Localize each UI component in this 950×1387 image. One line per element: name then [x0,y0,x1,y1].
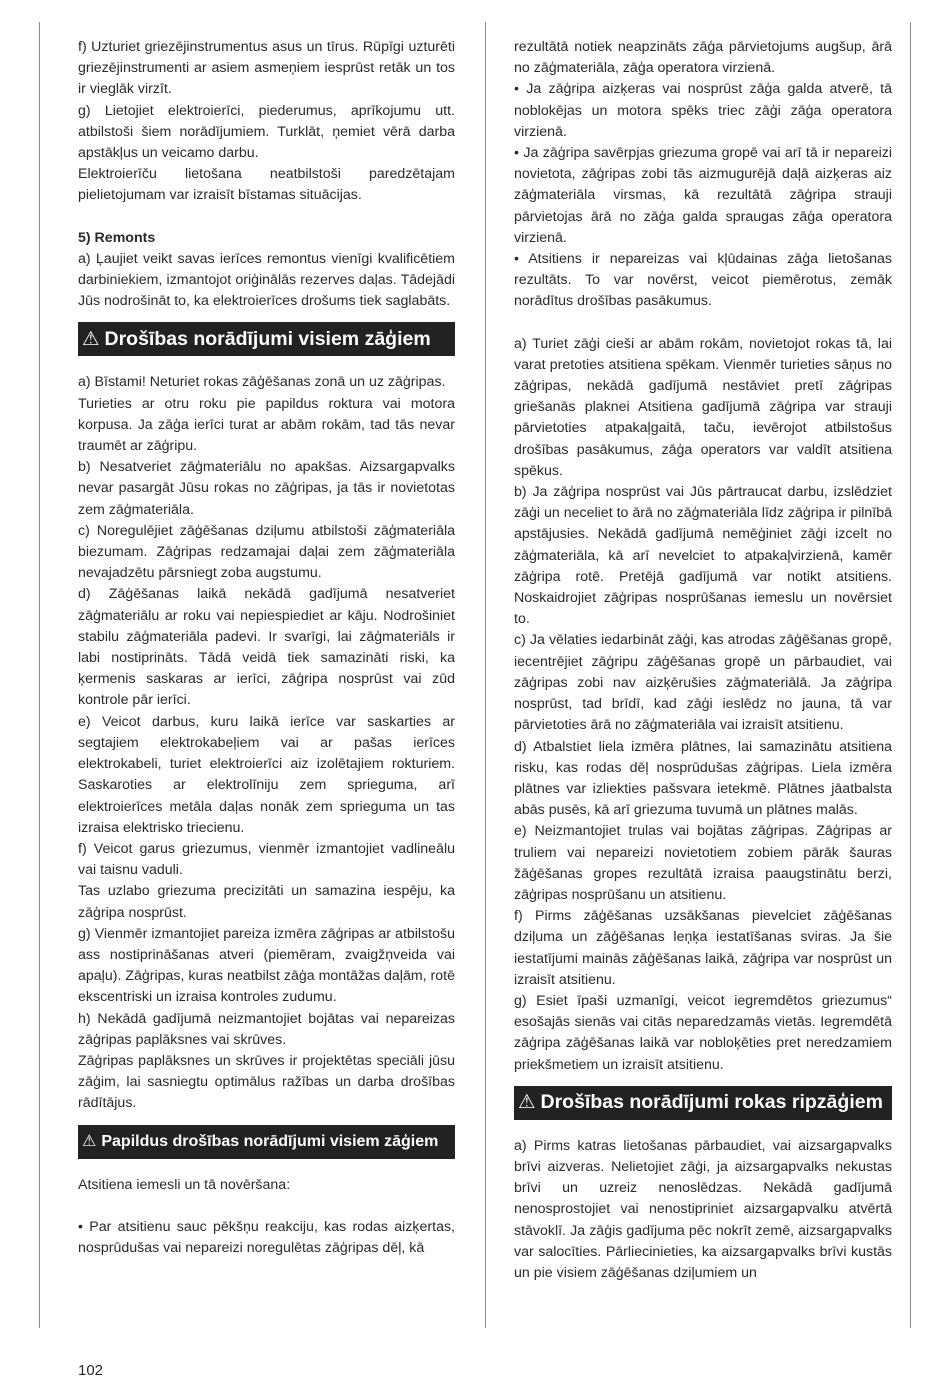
page-number: 102 [78,1362,104,1379]
paragraph: g) Esiet īpaši uzmanīgi, veicot iegremdētos griezumus“ esošajās sienās vai citās neparedzamās vietās. Iegremdētā zāģripa zāģēšanas laikā var nobloķēties pret neredzamiem priekšmetiem un izraisīt atsitienu. [514,992,892,1073]
section-heading-circular-saws [514,1086,892,1120]
left-column [78,37,455,1259]
paragraph: • Par atsitienu sauc pēkšņu reakciju, kas rodas aizķertas, nosprūdušas vai nepareizi noregulētas zāģripas dēļ, kā [78,1218,455,1256]
paragraph: • Ja zāģripa savērpjas griezuma gropē vai arī tā ir nepareizi novietota, zāģripas zobi tās aizmugurējā daļā aizķeras aiz zāģmateriāla virsmas, kā rezultātā zāģripa strauji pārvietojas ārā no zāģa galda spraugas zāģa operatora virzienā. [514,145,892,246]
warning-icon: ⚠ [518,1091,536,1114]
paragraph: f) Pirms zāģēšanas uzsākšanas pievelciet zāģēšanas dziļuma un zāģēšanas leņķa iestatīšanas sviras. Ja šie iestatījumi mainās zāģēšanas laikā, zāģripa var nosprūst un izraisīt atsitienu. [514,908,892,988]
paragraph: a) Pirms katras lietošanas pārbaudiet, vai aizsargapvalks brīvi aizveras. Nelietojiet zāģi, ja aizsargapvalks nekustas brīvi un uzreiz nenoslēdzas. Nekādā gadījumā nenosprostojiet vai nenostipriniet aizsargapvalku atvērtā stāvoklī. Ja zāģis gadījuma pēc nokrīt zemē, aizsargapvalks var salocīties. Pārliecinieties, ka aizsargapvalks brīvi kustās un pie visiem zāģēšanas dziļumiem un [514,1137,892,1281]
paragraph: g) Vienmēr izmantojiet pareiza izmēra zāģripas ar atbilstošu ass nostiprināšanas atveri (piemēram, zvaigžņveida vai apaļu). Zāģripas, kuras neatbilst zāģa montāžas daļām, rotē ekscentriski un izraisa kontroles zudumu. [78,925,455,1006]
paragraph: a) Bīstami! Neturiet rokas zāģēšanas zonā un uz zāģripas. [78,374,446,391]
right-column [514,37,892,1284]
left-margin-rule [39,22,40,1328]
paragraph: b) Ja zāģripa nosprūst vai Jūs pārtraucat darbu, izslēdziet zāģi un neceliet to ārā no zāģmateriāla līdz zāģripa ir pilnībā apstājusies. Nekādā gadījumā nemēģiniet zāģi izcelt no zāģmateriāla, kā arī nevelciet to atpakaļvirzienā, kamēr zāģripa rotē. Pretējā gadījumā var notikt atsitiens. Noskaidrojiet zāģripas nosprūšanas iemeslu un novērsiet to. [514,484,892,628]
warning-icon: ⚠ [82,327,100,350]
paragraph: Zāģripas paplāksnes un skrūves ir projektētas speciāli jūsu zāģim, lai sasniegtu optimālus ražības un darba drošības rādītājus. [78,1052,455,1112]
paragraph: Elektroierīču lietošana neatbilstoši paredzētajam pielietojumam var izraisīt bīstamas situācijas. [78,166,455,204]
paragraph: Turieties ar otru roku pie papildus roktura vai motora korpusa. Ja zāģa ierīci turat ar abām rokām, tad tās nevar traumēt ar zāģripu. [78,395,455,455]
paragraph: Tas uzlabo griezuma precizitāti un samazina iespēju, ka zāģripa nosprūst. [78,883,455,921]
section-heading-all-saws [78,322,455,356]
section-heading-text: Drošības norādījumi visiem zāģiem [104,327,431,350]
section-heading-text: Drošības norādījumi rokas ripzāģiem [540,1091,883,1114]
paragraph: Atsitiena iemesli un tā novēršana: [78,1176,291,1193]
paragraph: a) Ļaujiet veikt savas ierīces remontus vienīgi kvalificētiem darbiniekiem, izmantojot oriģinālās rezerves daļas. Tādejādi Jūs nodrošināt to, ka elektroierīces drošums tiek saglabāts. [78,250,455,310]
paragraph: h) Nekādā gadījumā neizmantojiet bojātas vai nepareizas zāģripas paplāksnes vai skrūves. [78,1010,455,1048]
section-heading-additional [78,1125,455,1159]
paragraph: • Atsitiens ir nepareizas vai kļūdainas zāģa lietošanas rezultāts. To var novērst, veicot piemērotus, zemāk norādītus drošības pasākumus. [514,251,892,310]
paragraph: c) Ja vēlaties iedarbināt zāģi, kas atrodas zāģēšanas gropē, iecentrējiet zāģripu zāģēšanas gropē un pārbaudiet, vai zāģripas zobi nav aizķērušies zāģmateriālā. Ja zāģripa nosprūst, tad brīdī, kad zāģi ieslēdz no jauna, tā var pārvietoties ārā no zāģmateriāla vai izraisīt atsitienu. [514,632,892,734]
paragraph: b) Nesatveriet zāģmateriālu no apakšas. Aizsargapvalks nevar pasargāt Jūsu rokas no zāģripas, ja tās ir novietotas zem zāģmateriāla. [78,459,455,518]
paragraph: d) Atbalstiet liela izmēra plātnes, lai samazinātu atsitiena risku, kas rodas dēļ nosprūdušas zāģripas. Liela izmēra plātnes var izliekties pašsvara ietekmē. Plātnes jāatbalsta abās pusēs, kā arī griezuma tuvumā un plātnes malās. [514,738,892,819]
paragraph: e) Neizmantojiet trulas vai bojātas zāģripas. Zāģripas ar truliem vai nepareizi novietotiem zobiem pārāk šauras žāģēšanas gropes rezultātā izraisa paaugstinātu berzi, zāģripas nosprūšanu un atsitienu. [514,823,892,903]
paragraph: g) Lietojiet elektroierīci, piederumus, aprīkojumu utt. atbilstoši šiem norādījumiem. Turklāt, ņemiet vērā darba apstākļus un veicamo darbu. [78,102,455,162]
paragraph: • Ja zāģripa aizķeras vai nosprūst zāģa galda atverē, tā noblokējas un motora spēks triec zāģi zāģa operatora virzienā. [514,81,892,140]
paragraph: f) Veicot garus griezumus, vienmēr izmantojiet vadlineālu vai taisnu vaduli. [78,840,455,879]
section-heading-text: Papildus drošības norādījumi visiem zāģiem [101,1132,439,1150]
paragraph: d) Zāģēšanas laikā nekādā gadījumā nesatveriet zāģmateriālu ar roku vai nepiespiediet ar kāju. Nodrošiniet stabilu zāģmateriāla padevi. Ir svarīgi, lai zāģmateriāls ir labi nostiprināts. Tādā veidā tiek samazināti riski, ka ķermenis saskaras ar ierīci, zāģripa nosprūst vai zūd kontrole pār ierīci. [78,586,455,709]
paragraph: e) Veicot darbus, kuru laikā ierīce var saskarties ar segtajiem elektrokabeļiem vai ar pašas ierīces elektrokabeli, turiet elektroierīci aiz izolētajiem rokturiem. Saskaroties ar elektrolīniju zem sprieguma, arī elektroierīces metāla daļas nonāk zem sprieguma un tas izraisa elektrisko triecienu. [78,713,455,836]
paragraph: rezultātā notiek neapzināts zāģa pārvietojums augšup, ārā no zāģmateriāla, zāģa operatora virzienā. [514,39,892,77]
subheading-remonts: 5) Remonts [78,229,156,246]
warning-icon: ⚠ [82,1132,97,1150]
paragraph: f) Uzturiet griezējinstrumentus asus un tīrus. Rūpīgi uzturēti griezējinstrumenti ar asiem asmeņiem iesprūst retāk un tos ir vieglāk virzīt. [78,39,455,98]
column-divider-rule [485,22,486,1328]
paragraph: c) Noregulējiet zāģēšanas dziļumu atbilstoši zāģmateriāla biezumam. Zāģripas redzamajai daļai zem zāģmateriāla nevajadzētu pārsniegt zoba augstumu. [78,522,455,582]
right-margin-rule [910,22,911,1328]
paragraph: a) Turiet zāģi cieši ar abām rokām, novietojot rokas tā, lai varat pretoties atsitiena spēkam. Vienmēr turieties sāņus no zāģripas, nekādā gadījumā nestāviet pretī zāģripas griešanās plaknei Atsitiena gadījumā zāģripa var strauji pārvietoties atpakaļgaitā, taču, ievērojot atbilstošus drošības pasākumus, zāģa operators var valdīt atsitiena spēkus. [514,335,892,479]
